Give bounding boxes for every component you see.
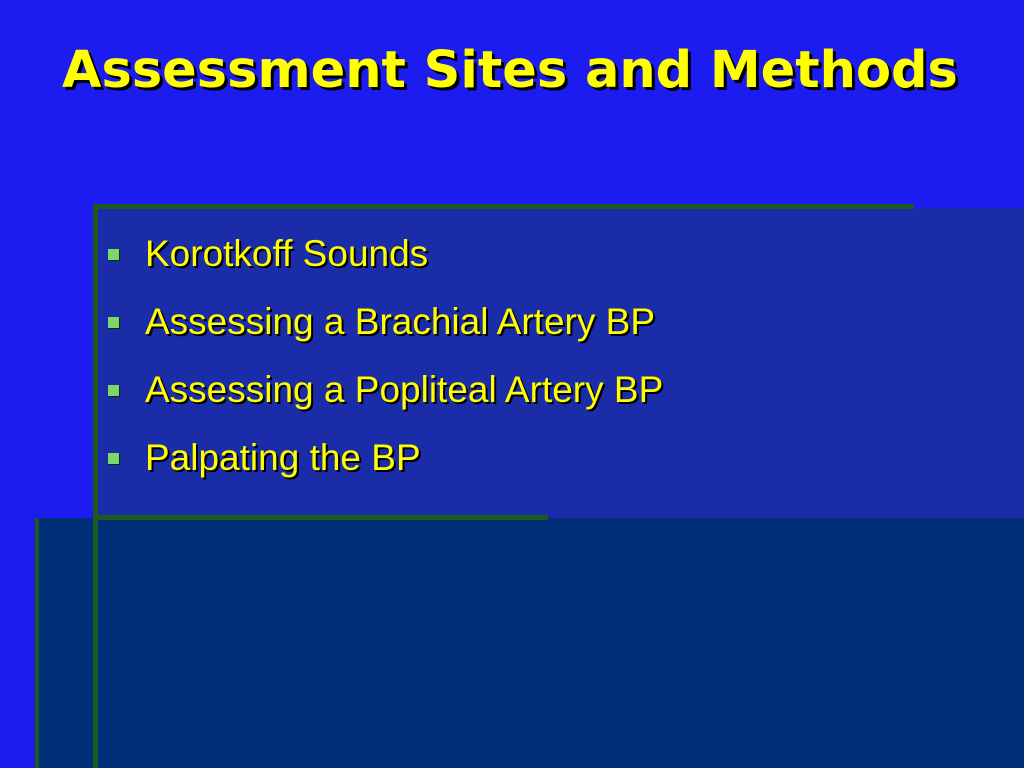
- bullet-list: [104, 220, 663, 492]
- bullet-text: Korotkoff Sounds: [145, 233, 429, 274]
- bullet-item: [104, 424, 663, 492]
- bullet-item: [104, 356, 663, 424]
- square-bullet-icon: [108, 385, 119, 396]
- bullet-text: Assessing a Brachial Artery BP: [145, 301, 655, 342]
- bullet-text: Assessing a Popliteal Artery BP: [145, 369, 664, 410]
- bullet-item: [104, 288, 663, 356]
- vertical-accent-line: [93, 204, 98, 768]
- lower-vertical-accent-line: [35, 518, 39, 768]
- lower-background-band: [38, 518, 1024, 768]
- middle-accent-line: [96, 515, 548, 520]
- square-bullet-icon: [108, 249, 119, 260]
- slide-title: Assessment Sites and Methods: [62, 41, 958, 100]
- bullet-item: [104, 220, 663, 288]
- square-bullet-icon: [108, 453, 119, 464]
- square-bullet-icon: [108, 317, 119, 328]
- top-accent-line: [96, 204, 914, 209]
- bullet-text: Palpating the BP: [145, 437, 421, 478]
